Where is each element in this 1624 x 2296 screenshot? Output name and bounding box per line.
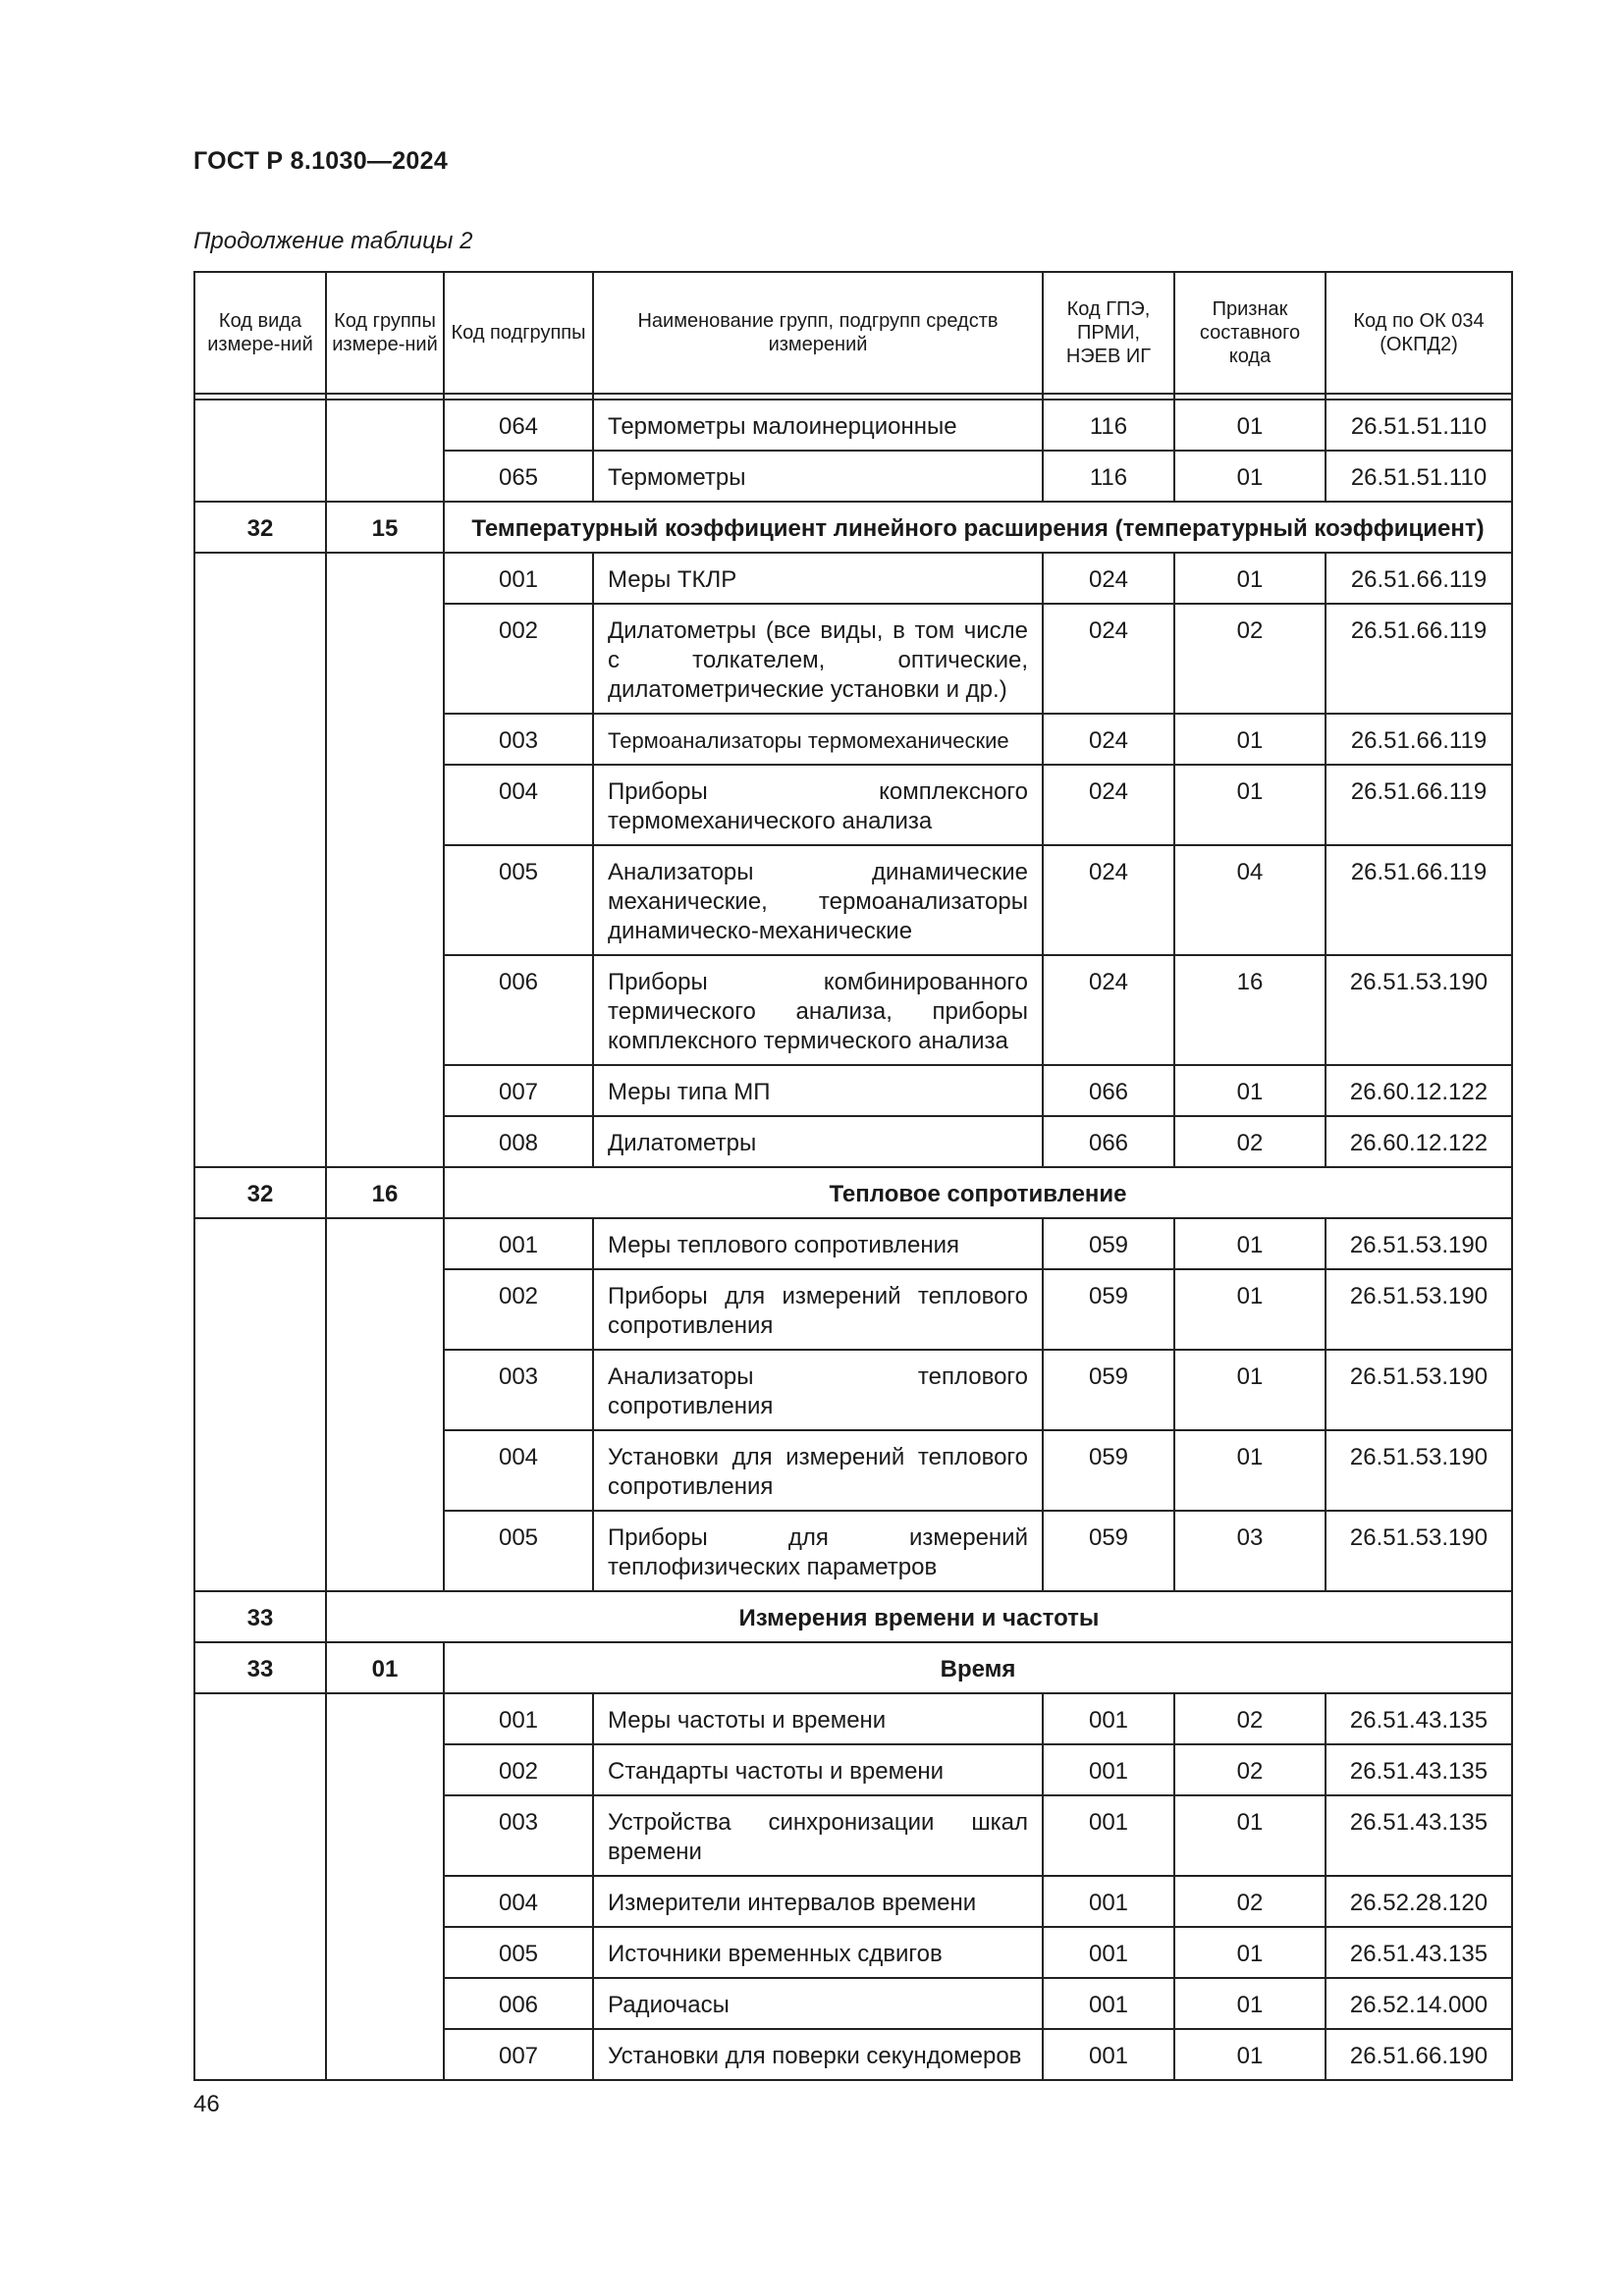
- okpd-code: 26.51.51.110: [1326, 400, 1512, 451]
- codes-table: [193, 271, 1513, 2081]
- okpd-code: 26.51.66.119: [1326, 765, 1512, 845]
- okpd-code: 26.51.66.119: [1326, 845, 1512, 955]
- composite-sign: 01: [1174, 1795, 1326, 1876]
- okpd-code: 26.51.43.135: [1326, 1927, 1512, 1978]
- instrument-name: Термометры: [593, 451, 1043, 502]
- gpe-code: 024: [1043, 765, 1174, 845]
- subgroup-code: 006: [444, 955, 593, 1065]
- gpe-code: 001: [1043, 1978, 1174, 2029]
- instrument-name: Меры теплового сопротивления: [593, 1218, 1043, 1269]
- okpd-code: 26.51.53.190: [1326, 1218, 1512, 1269]
- subgroup-code: 004: [444, 1876, 593, 1927]
- instrument-name: Установки для поверки секундомеров: [593, 2029, 1043, 2080]
- instrument-name: Термоанализаторы термомеханические: [593, 714, 1043, 765]
- group-row: [194, 1167, 1512, 1218]
- header-group-code: Код группы измере-ний: [326, 272, 444, 394]
- composite-sign: 01: [1174, 1065, 1326, 1116]
- instrument-name: Анализаторы теплового сопротивления: [593, 1350, 1043, 1430]
- subgroup-code: 008: [444, 1116, 593, 1167]
- composite-sign: 01: [1174, 553, 1326, 604]
- instrument-name: Измерители интервалов времени: [593, 1876, 1043, 1927]
- composite-sign: 16: [1174, 955, 1326, 1065]
- gpe-code: 116: [1043, 451, 1174, 502]
- group-title: Время: [444, 1642, 1512, 1693]
- okpd-code: 26.51.66.119: [1326, 604, 1512, 714]
- header-okpd-code: Код по ОК 034 (ОКПД2): [1326, 272, 1512, 394]
- document-code: ГОСТ Р 8.1030—2024: [193, 147, 449, 175]
- kind-code: 33: [194, 1591, 326, 1642]
- composite-sign: 01: [1174, 1350, 1326, 1430]
- okpd-code: 26.60.12.122: [1326, 1065, 1512, 1116]
- instrument-name: Приборы для измерений теплофизических параметров: [593, 1511, 1043, 1591]
- section-title: Измерения времени и частоты: [326, 1591, 1512, 1642]
- okpd-code: 26.51.66.119: [1326, 714, 1512, 765]
- gpe-code: 001: [1043, 1876, 1174, 1927]
- instrument-name: Меры частоты и времени: [593, 1693, 1043, 1744]
- okpd-code: 26.51.51.110: [1326, 451, 1512, 502]
- kind-code: 32: [194, 502, 326, 553]
- subgroup-code: 007: [444, 2029, 593, 2080]
- subgroup-code: 005: [444, 1511, 593, 1591]
- kind-code-cell: [194, 1218, 326, 1591]
- group-code: 16: [326, 1167, 444, 1218]
- gpe-code: 059: [1043, 1511, 1174, 1591]
- group-row: [194, 502, 1512, 553]
- kind-code: 32: [194, 1167, 326, 1218]
- group-code-cell: [326, 400, 444, 502]
- okpd-code: 26.51.66.190: [1326, 2029, 1512, 2080]
- subgroup-code: 003: [444, 1350, 593, 1430]
- group-row: [194, 1642, 1512, 1693]
- composite-sign: 01: [1174, 765, 1326, 845]
- instrument-name: Термометры малоинерционные: [593, 400, 1043, 451]
- composite-sign: 02: [1174, 1876, 1326, 1927]
- composite-sign: 03: [1174, 1511, 1326, 1591]
- composite-sign: 04: [1174, 845, 1326, 955]
- instrument-name: Приборы комбинированного термического анализа, приборы комплексного термического анализа: [593, 955, 1043, 1065]
- gpe-code: 066: [1043, 1116, 1174, 1167]
- okpd-code: 26.51.43.135: [1326, 1693, 1512, 1744]
- okpd-code: 26.51.66.119: [1326, 553, 1512, 604]
- gpe-code: 024: [1043, 604, 1174, 714]
- gpe-code: 001: [1043, 1693, 1174, 1744]
- instrument-name: Меры типа МП: [593, 1065, 1043, 1116]
- composite-sign: 01: [1174, 400, 1326, 451]
- group-code-cell: [326, 1693, 444, 2080]
- okpd-code: 26.51.53.190: [1326, 1430, 1512, 1511]
- composite-sign: 01: [1174, 1927, 1326, 1978]
- instrument-name: Радиочасы: [593, 1978, 1043, 2029]
- gpe-code: 059: [1043, 1430, 1174, 1511]
- okpd-code: 26.51.53.190: [1326, 955, 1512, 1065]
- composite-sign: 01: [1174, 1430, 1326, 1511]
- composite-sign: 01: [1174, 1218, 1326, 1269]
- header-composite-sign: Признак составного кода: [1174, 272, 1326, 394]
- okpd-code: 26.52.14.000: [1326, 1978, 1512, 2029]
- subgroup-code: 001: [444, 553, 593, 604]
- subgroup-code: 004: [444, 1430, 593, 1511]
- gpe-code: 024: [1043, 845, 1174, 955]
- table-row: [194, 1218, 1512, 1269]
- gpe-code: 059: [1043, 1350, 1174, 1430]
- gpe-code: 024: [1043, 955, 1174, 1065]
- composite-sign: 01: [1174, 451, 1326, 502]
- gpe-code: 059: [1043, 1269, 1174, 1350]
- instrument-name: Приборы для измерений теплового сопротивления: [593, 1269, 1043, 1350]
- kind-code-cell: [194, 553, 326, 1167]
- group-code-cell: [326, 553, 444, 1167]
- gpe-code: 059: [1043, 1218, 1174, 1269]
- composite-sign: 01: [1174, 1978, 1326, 2029]
- group-title: Тепловое сопротивление: [444, 1167, 1512, 1218]
- group-title: Температурный коэффициент линейного расширения (температурный коэффициент): [444, 502, 1512, 553]
- kind-code-cell: [194, 400, 326, 502]
- gpe-code: 116: [1043, 400, 1174, 451]
- instrument-name: Дилатометры (все виды, в том числе с толкателем, оптические, дилатометрические установки и др.): [593, 604, 1043, 714]
- table-row: [194, 1693, 1512, 1744]
- subgroup-code: 004: [444, 765, 593, 845]
- instrument-name: Анализаторы динамические механические, термоанализаторы динамическо-механические: [593, 845, 1043, 955]
- page-number: 46: [193, 2091, 220, 2117]
- composite-sign: 01: [1174, 714, 1326, 765]
- table-row: [194, 400, 1512, 451]
- header-kind-code: Код вида измере-ний: [194, 272, 326, 394]
- subgroup-code: 003: [444, 1795, 593, 1876]
- okpd-code: 26.51.43.135: [1326, 1744, 1512, 1795]
- okpd-code: 26.51.53.190: [1326, 1269, 1512, 1350]
- okpd-code: 26.51.53.190: [1326, 1350, 1512, 1430]
- subgroup-code: 001: [444, 1218, 593, 1269]
- group-code: 01: [326, 1642, 444, 1693]
- header-name: Наименование групп, подгрупп средств измерений: [593, 272, 1043, 394]
- gpe-code: 001: [1043, 1795, 1174, 1876]
- subgroup-code: 002: [444, 604, 593, 714]
- subgroup-code: 003: [444, 714, 593, 765]
- instrument-name: Установки для измерений теплового сопротивления: [593, 1430, 1043, 1511]
- composite-sign: 02: [1174, 604, 1326, 714]
- subgroup-code: 005: [444, 845, 593, 955]
- instrument-name: Стандарты частоты и времени: [593, 1744, 1043, 1795]
- instrument-name: Источники временных сдвигов: [593, 1927, 1043, 1978]
- subgroup-code: 006: [444, 1978, 593, 2029]
- subgroup-code: 002: [444, 1744, 593, 1795]
- instrument-name: Устройства синхронизации шкал времени: [593, 1795, 1043, 1876]
- section-row: [194, 1591, 1512, 1642]
- okpd-code: 26.51.53.190: [1326, 1511, 1512, 1591]
- gpe-code: 024: [1043, 553, 1174, 604]
- okpd-code: 26.51.43.135: [1326, 1795, 1512, 1876]
- group-code-cell: [326, 1218, 444, 1591]
- composite-sign: 02: [1174, 1693, 1326, 1744]
- gpe-code: 001: [1043, 1927, 1174, 1978]
- kind-code-cell: [194, 1693, 326, 2080]
- subgroup-code: 065: [444, 451, 593, 502]
- gpe-code: 001: [1043, 2029, 1174, 2080]
- header-gpe-code: Код ГПЭ, ПРМИ, НЭЕВ ИГ: [1043, 272, 1174, 394]
- subgroup-code: 002: [444, 1269, 593, 1350]
- composite-sign: 02: [1174, 1744, 1326, 1795]
- composite-sign: 02: [1174, 1116, 1326, 1167]
- gpe-code: 001: [1043, 1744, 1174, 1795]
- instrument-name: Меры ТКЛР: [593, 553, 1043, 604]
- header-subgroup-code: Код подгруппы: [444, 272, 593, 394]
- composite-sign: 01: [1174, 1269, 1326, 1350]
- subgroup-code: 007: [444, 1065, 593, 1116]
- instrument-name: Приборы комплексного термомеханического анализа: [593, 765, 1043, 845]
- subgroup-code: 064: [444, 400, 593, 451]
- subgroup-code: 005: [444, 1927, 593, 1978]
- subgroup-code: 001: [444, 1693, 593, 1744]
- instrument-name: Дилатометры: [593, 1116, 1043, 1167]
- table-caption: Продолжение таблицы 2: [193, 228, 473, 254]
- group-code: 15: [326, 502, 444, 553]
- composite-sign: 01: [1174, 2029, 1326, 2080]
- okpd-code: 26.60.12.122: [1326, 1116, 1512, 1167]
- okpd-code: 26.52.28.120: [1326, 1876, 1512, 1927]
- kind-code: 33: [194, 1642, 326, 1693]
- gpe-code: 024: [1043, 714, 1174, 765]
- gpe-code: 066: [1043, 1065, 1174, 1116]
- table-row: [194, 553, 1512, 604]
